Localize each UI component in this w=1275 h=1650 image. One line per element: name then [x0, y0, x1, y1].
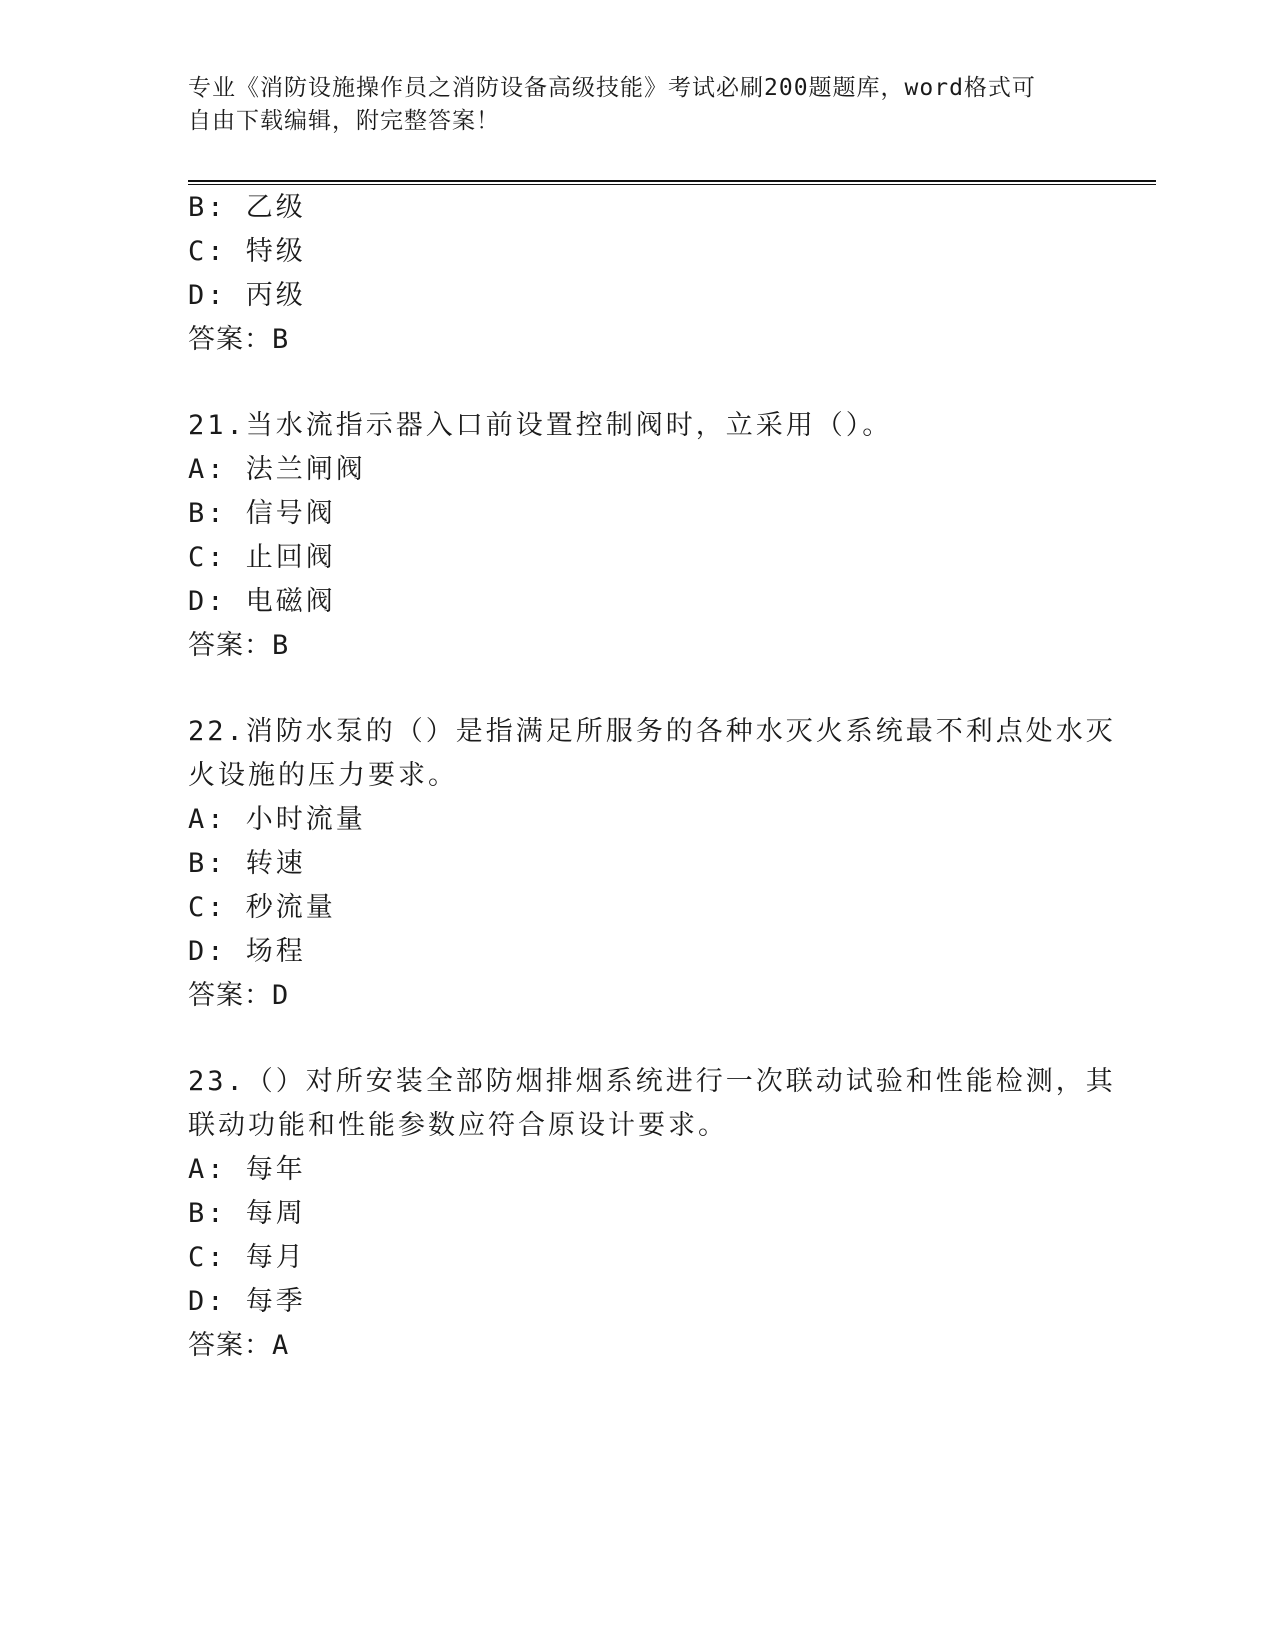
header-line-2: 自由下载编辑，附完整答案！	[188, 108, 500, 134]
question-23-stem-line-2: 联动功能和性能参数应符合原设计要求。	[188, 1110, 728, 1141]
option-c: C: 特级	[188, 236, 306, 267]
option-d: D: 每季	[188, 1286, 306, 1317]
option-b: B: 乙级	[188, 192, 306, 223]
answer-line: 答案：D	[188, 980, 290, 1011]
question-23-stem-line-1: 23.（）对所安装全部防烟排烟系统进行一次联动试验和性能检测，其	[188, 1066, 1116, 1097]
option-a: A: 每年	[188, 1154, 306, 1185]
option-a: A: 法兰闸阀	[188, 454, 366, 485]
answer-line: 答案：B	[188, 324, 290, 355]
answer-line: 答案：B	[188, 630, 290, 661]
option-c: C: 止回阀	[188, 542, 336, 573]
option-b: B: 每周	[188, 1198, 306, 1229]
header-divider	[188, 180, 1156, 185]
question-21-stem: 21.当水流指示器入口前设置控制阀时，立采用（）。	[188, 410, 893, 441]
header-line-1: 专业《消防设施操作员之消防设备高级技能》考试必刷200题题库，word格式可	[188, 75, 1036, 101]
option-a: A: 小时流量	[188, 804, 366, 835]
option-d: D: 场程	[188, 936, 306, 967]
option-c: C: 秒流量	[188, 892, 336, 923]
option-b: B: 转速	[188, 848, 306, 879]
question-22-stem-line-2: 火设施的压力要求。	[188, 760, 458, 791]
answer-line: 答案：A	[188, 1330, 290, 1361]
option-d: D: 丙级	[188, 280, 306, 311]
option-d: D: 电磁阀	[188, 586, 336, 617]
option-c: C: 每月	[188, 1242, 306, 1273]
question-22-stem-line-1: 22.消防水泵的（）是指满足所服务的各种水灭火系统最不利点处水灭	[188, 716, 1116, 747]
option-b: B: 信号阀	[188, 498, 336, 529]
document-header	[188, 72, 1088, 138]
